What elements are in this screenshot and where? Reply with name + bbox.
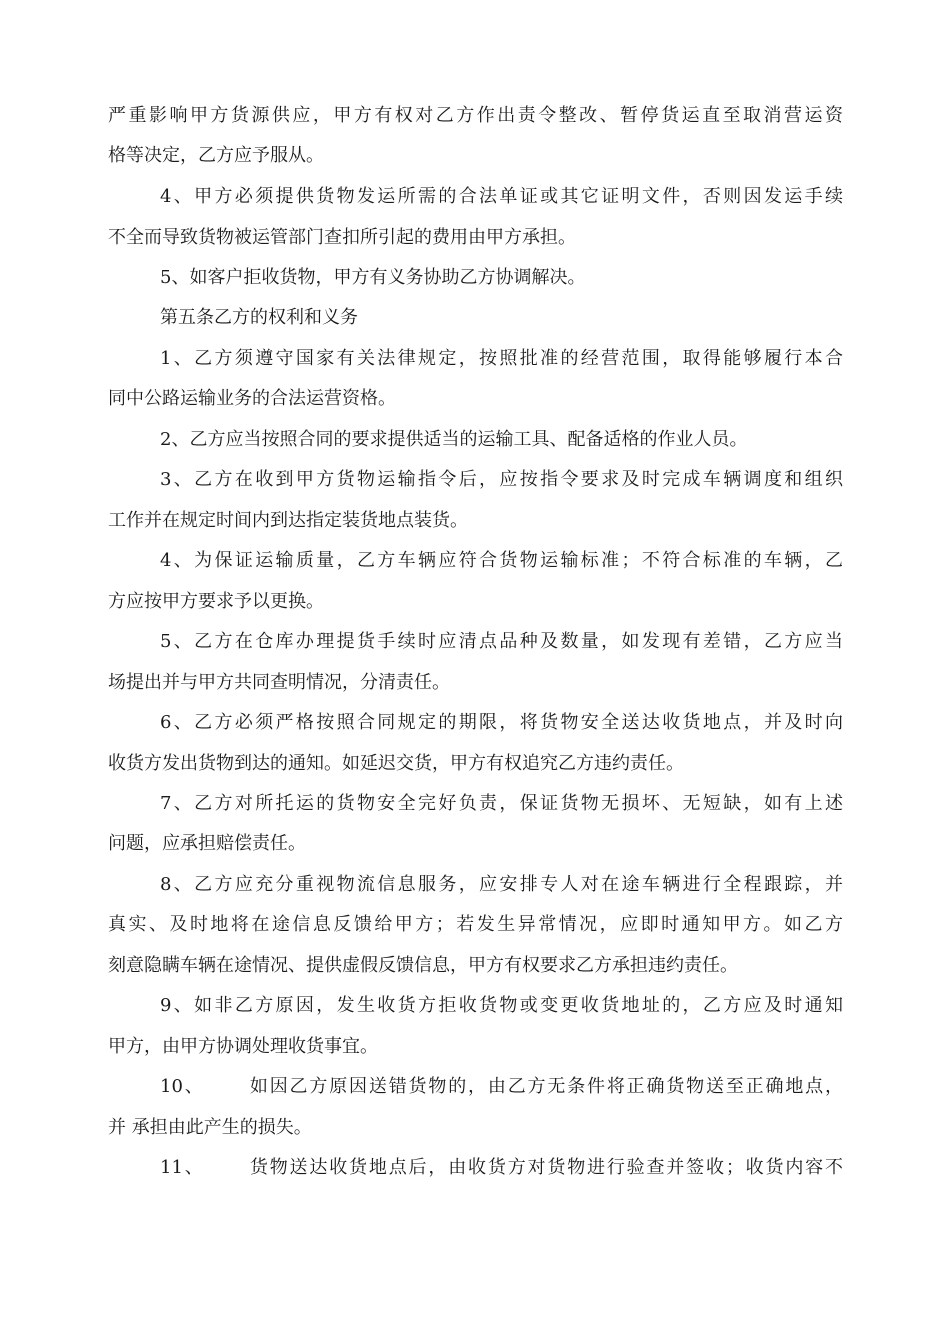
- text-line: 3、乙方在收到甲方货物运输指令后，应按指令要求及时完成车辆调度和组织: [160, 469, 843, 490]
- text-line: 4、为保证运输质量，乙方车辆应符合货物运输标准；不符合标准的车辆，乙: [160, 550, 843, 571]
- section-heading: 第五条乙方的权利和义务: [160, 307, 358, 328]
- text-line: 6、乙方必须严格按照合同规定的期限，将货物安全送达收货地点，并及时向: [160, 712, 843, 733]
- text-line: 不全而导致货物被运管部门查扣所引起的费用由甲方承担。: [108, 227, 576, 248]
- text-line: 10、 如因乙方原因送错货物的，由乙方无条件将正确货物送至正确地点，: [160, 1076, 843, 1097]
- text-line: 11、 货物送达收货地点后，由收货方对货物进行验查并签收；收货内容不: [160, 1157, 843, 1178]
- text-line: 5、如客户拒收货物，甲方有义务协助乙方协调解决。: [160, 267, 586, 288]
- text-line: 问题，应承担赔偿责任。: [108, 833, 306, 854]
- text-line: 4、甲方必须提供货物发运所需的合法单证或其它证明文件，否则因发运手续: [160, 186, 843, 207]
- text-line: 同中公路运输业务的合法运营资格。: [108, 388, 396, 409]
- text-line: 场提出并与甲方共同查明情况，分清责任。: [108, 672, 450, 693]
- text-line: 严重影响甲方货源供应，甲方有权对乙方作出责令整改、暂停货运直至取消营运资: [108, 105, 843, 126]
- text-line: 工作并在规定时间内到达指定装货地点装货。: [108, 510, 468, 531]
- text-line: 并 承担由此产生的损失。: [108, 1117, 312, 1138]
- text-line: 2、乙方应当按照合同的要求提供适当的运输工具、配备适格的作业人员。: [160, 429, 748, 450]
- text-line: 9、如非乙方原因，发生收货方拒收货物或变更收货地址的，乙方应及时通知: [160, 995, 843, 1016]
- text-line: 刻意隐瞒车辆在途情况、提供虚假反馈信息，甲方有权要求乙方承担违约责任。: [108, 955, 738, 976]
- text-line: 8、乙方应充分重视物流信息服务，应安排专人对在途车辆进行全程跟踪，并: [160, 874, 843, 895]
- text-line: 5、乙方在仓库办理提货手续时应清点品种及数量，如发现有差错，乙方应当: [160, 631, 843, 652]
- text-line: 甲方，由甲方协调处理收货事宜。: [108, 1036, 378, 1057]
- text-line: 方应按甲方要求予以更换。: [108, 591, 324, 612]
- text-line: 格等决定，乙方应予服从。: [108, 145, 324, 166]
- text-line: 真实、及时地将在途信息反馈给甲方；若发生异常情况，应即时通知甲方。如乙方: [108, 914, 843, 935]
- text-line: 7、乙方对所托运的货物安全完好负责，保证货物无损坏、无短缺，如有上述: [160, 793, 843, 814]
- text-line: 收货方发出货物到达的通知。如延迟交货，甲方有权追究乙方违约责任。: [108, 753, 684, 774]
- text-line: 1、乙方须遵守国家有关法律规定，按照批准的经营范围，取得能够履行本合: [160, 348, 843, 369]
